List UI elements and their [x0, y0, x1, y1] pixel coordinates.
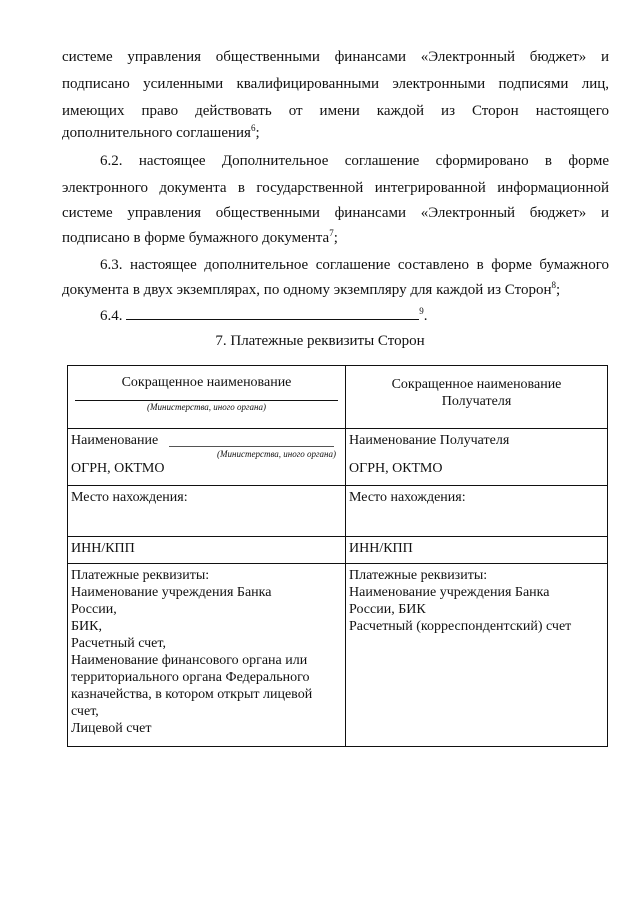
footnote-ref[interactable]: 6: [250, 124, 256, 133]
table-cell-ministry-payment: [68, 564, 346, 747]
payment-requisites-table: [67, 365, 608, 747]
paragraph-line: системе управления общественными финансами «Электронный бюджет» и: [62, 205, 609, 221]
ministry-header-label: Сокращенное наименование: [121, 375, 292, 390]
recipient-header-line: Получателя: [441, 394, 512, 409]
ministry-caption: (Министерства, иного органа): [147, 402, 266, 412]
ministry-name-row: [71, 432, 342, 449]
payment-line: Платежные реквизиты:: [71, 568, 210, 583]
paragraph-punct: ;: [255, 125, 260, 141]
paragraph-text: документа в двух экземплярах, по одному экземпляру для каждой из Сторон: [62, 282, 552, 298]
table-cell-recipient-address: Место нахождения:: [346, 486, 608, 537]
paragraph-line: электронного документа в государственной интегрированной информационной: [62, 180, 609, 196]
recipient-ogrn-label: ОГРН, ОКТМО: [349, 461, 443, 476]
table-row: [68, 429, 608, 486]
payment-line: Наименование финансового органа или: [71, 653, 308, 668]
table-cell-recipient-inn: ИНН/КПП: [346, 537, 608, 564]
payment-line: Наименование учреждения Банка: [349, 585, 550, 600]
fill-line: [75, 400, 338, 401]
payment-line: счет,: [71, 704, 99, 719]
paragraph-punct: ;: [333, 230, 338, 246]
payment-line: Лицевой счет: [71, 721, 152, 736]
table-cell-ministry-header: [68, 366, 346, 429]
payment-line: Расчетный (корреспондентский) счет: [349, 619, 572, 634]
paragraph-text: подписано в форме бумажного документа: [62, 230, 330, 246]
ministry-name-label: Наименование: [71, 433, 159, 448]
paragraph-line: 6.2. настоящее Дополнительное соглашение сформировано в форме: [100, 153, 609, 169]
table-cell-ministry-name: [68, 429, 346, 486]
table-row: [68, 564, 608, 747]
payment-line: России,: [71, 602, 117, 617]
paragraph-number: 6.4.: [100, 308, 123, 324]
table-cell-recipient-name: [346, 429, 608, 486]
payment-line: БИК,: [71, 619, 102, 634]
paragraph-line: подписано усиленными квалифицированными электронными подписями лиц,: [62, 76, 609, 92]
table-cell-recipient-header: [346, 366, 608, 429]
payment-line: Расчетный счет,: [71, 636, 166, 651]
blank-fill-line: [126, 306, 419, 320]
payment-line: России, БИК: [349, 602, 426, 617]
paragraph-line: системе управления общественными финансами «Электронный бюджет» и: [62, 49, 609, 65]
table-row: [68, 537, 608, 564]
paragraph-line: имеющих право действовать от имени каждой из Сторон настоящего: [62, 103, 609, 119]
table-cell-ministry-inn: ИНН/КПП: [68, 537, 346, 564]
ministry-name-caption: (Министерства, иного органа): [217, 449, 336, 459]
paragraph-line: [100, 306, 609, 325]
recipient-header-line: Сокращенное наименование: [391, 377, 562, 392]
paragraph-line: [62, 124, 609, 142]
table-row: [68, 366, 608, 429]
table-row: [68, 486, 608, 537]
footnote-ref[interactable]: 7: [329, 229, 334, 238]
table-cell-ministry-address: Место нахождения:: [68, 486, 346, 537]
payment-line: территориального органа Федерального: [71, 670, 310, 685]
paragraph-line: [62, 229, 609, 247]
ministry-ogrn-label: ОГРН, ОКТМО: [71, 461, 165, 476]
payment-line: Платежные реквизиты:: [349, 568, 488, 583]
payment-line: Наименование учреждения Банка: [71, 585, 272, 600]
recipient-header-label: [349, 376, 604, 410]
paragraph-text: дополнительного соглашения: [62, 125, 251, 141]
paragraph-line: [62, 281, 609, 299]
paragraph-punct: .: [423, 308, 428, 324]
recipient-name-label: Наименование Получателя: [349, 433, 510, 448]
payment-line: казначейства, в котором открыт лицевой: [71, 687, 313, 702]
section-title: 7. Платежные реквизиты Сторон: [215, 333, 425, 349]
table-cell-recipient-payment: [346, 564, 608, 747]
fill-line: [169, 446, 334, 447]
paragraph-punct: ;: [555, 282, 561, 298]
footnote-ref[interactable]: 9: [419, 306, 424, 316]
paragraph-line: 6.3. настоящее дополнительное соглашение составлено в форме бумажного: [100, 257, 609, 273]
footnote-ref[interactable]: 8: [551, 281, 556, 290]
